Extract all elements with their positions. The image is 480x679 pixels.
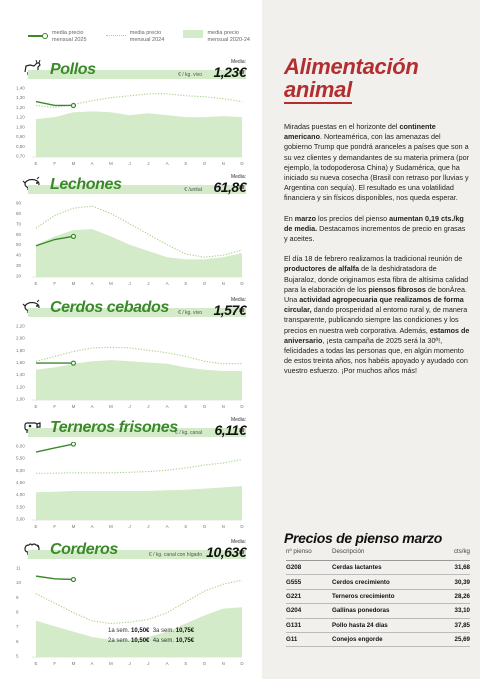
legend-dotted-line-icon: [106, 35, 126, 36]
panel-lechones: [14, 175, 246, 290]
x-tick-label: A: [90, 524, 94, 529]
x-tick-label: F: [53, 161, 57, 166]
series-point-2025-last: [71, 103, 75, 107]
article-paragraph: [284, 254, 470, 376]
x-tick-label: A: [90, 661, 94, 666]
x-tick-label: N: [221, 661, 225, 666]
x-tick-label: M: [71, 281, 76, 286]
panel-cerdos-cebados: [14, 298, 246, 413]
week-label: 1a sem.: [108, 628, 130, 634]
series-point-2025-last: [71, 361, 75, 365]
media-value: 61,8€: [213, 179, 246, 195]
media-label: Media:: [230, 417, 246, 423]
x-tick-label: J: [147, 281, 150, 286]
x-tick-label: A: [165, 281, 169, 286]
table-row: [286, 632, 470, 646]
week-price: 10,50€: [131, 628, 150, 634]
y-tick-label: 0,70: [16, 153, 25, 159]
table-row: [286, 589, 470, 603]
x-tick-label: D: [240, 281, 244, 286]
x-tick-label: N: [221, 161, 225, 166]
week-price: 10,50€: [131, 638, 150, 644]
series-line-2024: [36, 459, 242, 473]
text: de bonÀrea. Una: [284, 284, 467, 305]
x-tick-label: M: [71, 161, 76, 166]
y-tick-label: 20: [16, 273, 22, 279]
x-tick-label: J: [147, 404, 150, 409]
table-cell-desc: Conejos engorde: [332, 632, 442, 646]
y-tick-label: 1,80: [16, 347, 25, 353]
chart-svg: [14, 322, 246, 411]
media-value: 1,57€: [213, 302, 246, 318]
legend-solid-line-icon: [28, 32, 48, 38]
table-row: [286, 575, 470, 589]
series-point-2025-last: [71, 578, 75, 582]
table-cell-price: 30,39: [442, 575, 470, 589]
y-tick-label: 30: [16, 263, 22, 269]
text: . Norteamérica, con las amenazas del gobierno Trump que pondrá aranceles a países que son a su vez clientes y demandantes de su materia primera (por ejemplo, la todopoderosa China) y Sudamérica, que ha iniciado su nueva cosecha (Brasil con retraso por lluvias y Argentina con sequía). El resultado es una volatilidad financiera y sin físicos disponibles, nos queda esperar.: [284, 132, 469, 203]
x-tick-label: E: [34, 404, 38, 409]
y-tick-label: 2,00: [16, 335, 25, 341]
text: Miradas puestas en el horizonte del: [284, 122, 400, 131]
x-tick-label: O: [202, 404, 207, 409]
y-tick-label: 1,30: [16, 95, 25, 101]
article-column: [262, 0, 480, 679]
x-tick-label: S: [184, 161, 188, 166]
y-tick-label: 8: [16, 609, 19, 615]
series-area-2020-24: [36, 486, 242, 520]
y-tick-label: 1,40: [16, 85, 25, 91]
text: dando prosperidad al entorno rural y, de manera transparente, publicando siempre las condiciones y los precios en nuestra web corporativa. Además,: [284, 305, 468, 335]
y-tick-label: 9: [16, 594, 19, 600]
x-tick-label: J: [147, 524, 150, 529]
x-tick-label: J: [147, 661, 150, 666]
y-tick-label: 1,00: [16, 124, 25, 130]
week-label: 4a sem.: [152, 638, 175, 644]
panel-unit: € / kg. canal: [175, 430, 202, 436]
x-tick-label: J: [128, 661, 131, 666]
x-tick-label: J: [147, 161, 150, 166]
media-value: 1,23€: [213, 64, 246, 80]
article-paragraph: [284, 122, 470, 204]
feed-prices-table: [286, 548, 470, 647]
table-cell-desc: Cerdos crecimiento: [332, 575, 442, 589]
y-tick-label: 90: [16, 200, 22, 206]
y-tick-label: 80: [16, 210, 22, 216]
media-label: Media:: [230, 59, 246, 65]
article-title-line: Alimentación: [284, 54, 419, 79]
x-tick-label: J: [128, 404, 131, 409]
column-header: nº pienso: [286, 548, 332, 561]
y-tick-label: 1,10: [16, 114, 25, 120]
x-tick-label: J: [128, 524, 131, 529]
series-area-2020-24: [36, 111, 242, 157]
table-cell-desc: Cerdas lactantes: [332, 561, 442, 575]
text-bold: estamos de aniversario: [284, 325, 470, 345]
table-cell-desc: Gallinas ponedoras: [332, 604, 442, 618]
panel-title: Cerdos cebados: [50, 299, 169, 316]
y-tick-label: 6: [16, 638, 19, 644]
series-point-2025-last: [71, 442, 75, 446]
text: Destacamos incrementos de precio en grasas y aceites.: [284, 223, 466, 244]
table-row: [286, 618, 470, 632]
legend-label: mensual 2020-24: [207, 36, 250, 43]
text: los precios del pienso: [315, 213, 390, 223]
series-line-2024: [36, 347, 242, 363]
x-tick-label: F: [53, 524, 57, 529]
panel-unit: € / kg. canal con hígado: [148, 552, 202, 558]
x-tick-label: M: [71, 524, 76, 529]
text: El día 18 de febrero realizamos la tradicional reunión de: [284, 254, 463, 264]
x-tick-label: A: [165, 161, 169, 166]
x-tick-label: M: [109, 281, 113, 286]
table-cell-price: 25,69: [442, 632, 470, 646]
table-cell-code: G131: [286, 618, 332, 632]
week-price: 10,75€: [175, 628, 195, 634]
x-tick-label: S: [184, 661, 188, 666]
table-cell-desc: Pollo hasta 24 días: [332, 618, 442, 632]
x-tick-label: S: [184, 524, 188, 529]
x-tick-label: M: [109, 404, 113, 409]
media-value: 6,11€: [214, 422, 246, 438]
x-tick-label: N: [221, 404, 225, 409]
price-chart: [14, 564, 246, 668]
y-tick-label: 7: [16, 624, 19, 630]
y-tick-label: 0,80: [16, 143, 25, 149]
media-value: 10,63€: [206, 544, 246, 560]
article-body: [284, 122, 470, 387]
panel-unit: € /unitat: [184, 187, 202, 193]
x-tick-label: E: [34, 524, 38, 529]
panel-unit: € / kg. vivo: [178, 310, 202, 316]
series-line-2025: [36, 576, 73, 579]
x-tick-label: S: [184, 281, 188, 286]
chart-svg: [14, 199, 246, 288]
price-chart: [14, 442, 246, 531]
y-tick-label: 5,50: [16, 455, 25, 461]
series-point-2025-last: [71, 234, 75, 238]
price-chart: [14, 84, 246, 168]
panel-title: Pollos: [50, 61, 96, 78]
x-tick-label: D: [240, 161, 244, 166]
table-cell-price: 28,26: [442, 589, 470, 603]
y-tick-label: 6,00: [16, 443, 25, 449]
text: En: [284, 213, 295, 223]
legend-label: media precio: [52, 30, 84, 36]
table-cell-price: 33,10: [442, 604, 470, 618]
x-tick-label: A: [165, 661, 169, 666]
media-label: Media:: [230, 174, 246, 180]
x-tick-label: M: [71, 404, 76, 409]
table-row: [286, 604, 470, 618]
text-bold: actividad agropecuaria que realizamos de forma circular,: [284, 295, 464, 315]
feed-prices-title: Precios de pienso marzo: [284, 530, 443, 546]
table-header-row: [286, 548, 470, 561]
legend-label: media precio: [207, 30, 239, 36]
chart-svg: [14, 564, 246, 668]
y-tick-label: 1,40: [16, 372, 25, 378]
x-tick-label: E: [34, 281, 38, 286]
x-tick-label: O: [202, 281, 207, 286]
series-area-2020-24: [36, 360, 242, 400]
y-tick-label: 1,00: [16, 396, 25, 402]
x-tick-label: J: [128, 161, 131, 166]
x-tick-label: O: [202, 661, 207, 666]
x-tick-label: N: [221, 281, 225, 286]
series-line-2025: [36, 444, 73, 452]
table-cell-code: G204: [286, 604, 332, 618]
x-tick-label: M: [109, 661, 113, 666]
y-tick-label: 50: [16, 242, 22, 248]
table-row: [286, 561, 470, 575]
article-title: [284, 55, 419, 104]
text-bold: aumentan 0,19 cts./kg de media.: [284, 213, 464, 233]
x-tick-label: N: [221, 524, 225, 529]
panel-terneros-frisones: [14, 418, 246, 533]
price-chart: [14, 322, 246, 411]
week-row: [108, 636, 194, 646]
y-tick-label: 11: [16, 565, 21, 571]
y-tick-label: 10: [16, 580, 22, 586]
x-tick-label: O: [202, 161, 207, 166]
table-cell-code: G221: [286, 589, 332, 603]
article-title-line: animal: [284, 77, 352, 102]
media-label: Media:: [230, 297, 246, 303]
table-cell-price: 37,85: [442, 618, 470, 632]
panel-title: Corderos: [50, 541, 118, 558]
table-cell-desc: Terneros crecimiento: [332, 589, 442, 603]
table-cell-code: G208: [286, 561, 332, 575]
x-tick-label: D: [240, 404, 244, 409]
legend-label: media precio: [129, 30, 162, 36]
x-tick-label: A: [90, 281, 94, 286]
text-bold: piensos fibrosos: [368, 284, 426, 294]
x-tick-label: E: [34, 661, 38, 666]
y-tick-label: 4,50: [16, 480, 25, 485]
x-tick-label: M: [109, 161, 113, 166]
legend-item-2025: [28, 30, 87, 50]
legend-item-2024: [106, 30, 165, 50]
x-tick-label: A: [165, 404, 169, 409]
table-cell-price: 31,68: [442, 561, 470, 575]
x-tick-label: S: [184, 404, 188, 409]
x-tick-label: J: [128, 281, 131, 286]
y-tick-label: 1,20: [16, 104, 25, 110]
legend-label: mensual 2025: [52, 36, 87, 43]
y-tick-label: 70: [16, 221, 22, 227]
chart-legend: [28, 30, 250, 50]
x-tick-label: F: [53, 281, 57, 286]
x-tick-label: M: [109, 524, 113, 529]
week-label: 2a sem.: [108, 638, 130, 644]
table-cell-code: G11: [286, 632, 332, 646]
x-tick-label: A: [90, 404, 94, 409]
y-tick-label: 40: [16, 252, 22, 258]
y-tick-label: 3,50: [16, 504, 25, 510]
y-tick-label: 2,20: [16, 323, 25, 329]
series-area-2020-24: [36, 229, 242, 277]
text-bold: marzo: [294, 213, 316, 223]
table-cell-code: G555: [286, 575, 332, 589]
y-tick-label: 4,00: [16, 492, 25, 498]
y-tick-label: 0,90: [16, 134, 25, 140]
text: de la deshidratadora de Bujaraloz, donde originamos esta fibra de altísima calidad para la elaboración de los: [284, 264, 469, 294]
y-tick-label: 1,20: [16, 384, 25, 390]
panel-title: Terneros frisones: [50, 419, 178, 436]
panel-unit: € / kg. vivo: [178, 72, 202, 78]
panel-pollos: [14, 60, 246, 170]
legend-area-icon: [183, 30, 203, 38]
x-tick-label: F: [53, 404, 57, 409]
week-label: 3a sem.: [152, 628, 175, 634]
column-header: Descripción: [332, 548, 442, 561]
corderos-weekly-prices: [108, 626, 194, 646]
chart-svg: [14, 442, 246, 531]
legend-label: mensual 2024: [129, 36, 165, 43]
y-tick-label: 1,60: [16, 360, 25, 365]
text-bold: continente americano: [284, 122, 436, 142]
text: , ¡esta campaña de 2025 será la 30ª!, felicidades a todas las personas que, en algún momento de estos treinta años, nos habéis apoyado y ayudado con vuestro esfuerzo. ¡Por muchos años más!: [284, 335, 468, 376]
y-tick-label: 60: [16, 231, 22, 237]
x-tick-label: D: [240, 524, 244, 529]
x-tick-label: A: [90, 161, 94, 166]
series-line-2025: [36, 102, 73, 106]
column-header: cts/kg: [442, 548, 470, 561]
text-bold: productores de alfalfa: [284, 264, 360, 274]
x-tick-label: A: [165, 524, 169, 529]
y-tick-label: 5,00: [16, 467, 25, 473]
media-label: Media:: [230, 539, 246, 545]
panel-title: Lechones: [50, 176, 122, 193]
chart-svg: [14, 84, 246, 168]
legend-item-2020-24: [183, 30, 250, 50]
x-tick-label: E: [34, 161, 38, 166]
y-tick-label: 5: [16, 653, 19, 659]
panel-corderos: [14, 540, 246, 670]
week-price: 10,75€: [175, 638, 195, 644]
x-tick-label: O: [202, 524, 207, 529]
x-tick-label: D: [240, 661, 244, 666]
x-tick-label: F: [53, 661, 57, 666]
x-tick-label: M: [71, 661, 76, 666]
price-chart: [14, 199, 246, 288]
week-row: [108, 626, 194, 636]
article-paragraph: [284, 214, 470, 245]
y-tick-label: 3,00: [16, 516, 25, 522]
